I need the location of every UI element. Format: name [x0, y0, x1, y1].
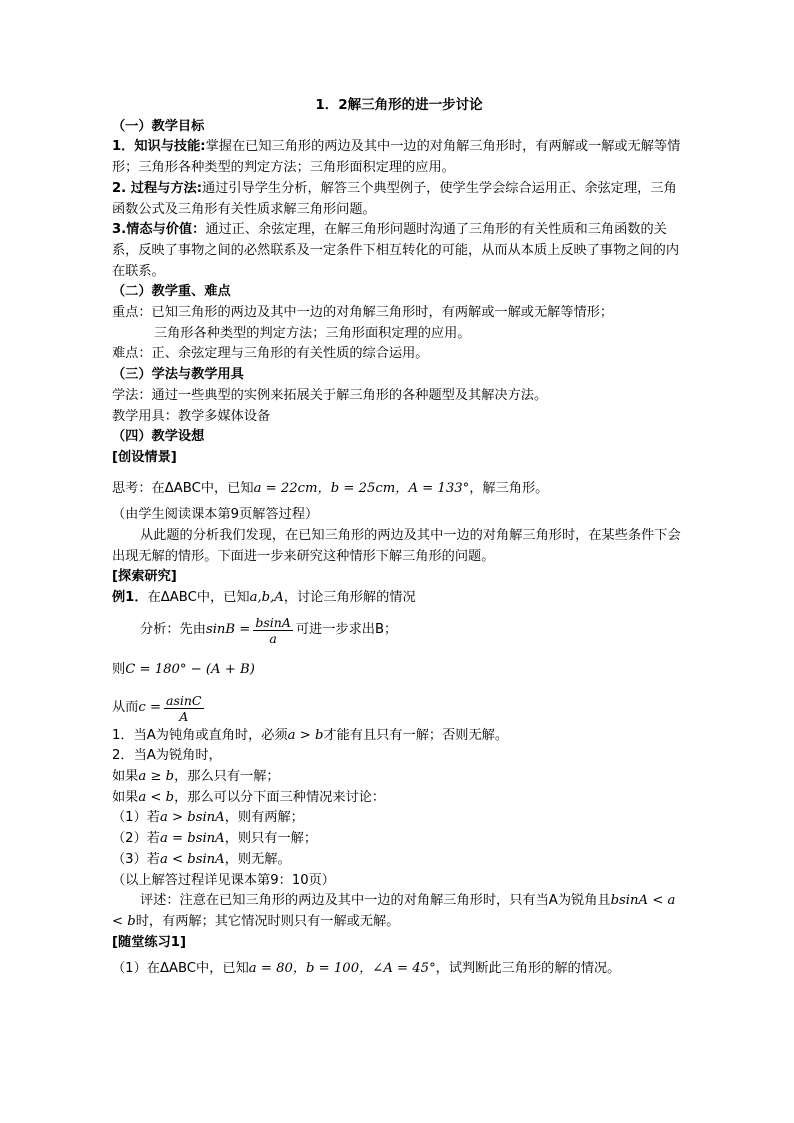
spacer — [112, 650, 686, 660]
analysis-paragraph: 从此题的分析我们发现，在已知三角形的两边及其中一边的对角解三角形时，在某些条件下会出现无解的情形。下面进一步来研究这种情形下解三角形的问题。 — [112, 528, 681, 564]
practice-question-1 — [112, 959, 686, 980]
goal-2-label: 2. 过程与方法: — [112, 180, 202, 196]
step-3-denominator: A — [179, 708, 189, 724]
case-2b-math: a < b — [138, 789, 175, 805]
analysis-step-3 — [112, 693, 686, 724]
step-3-numerator: asinC — [166, 692, 202, 708]
section-heading-design: （四）教学设想 — [112, 429, 205, 445]
sub-case-1-prefix: （1）若 — [112, 810, 160, 826]
step-3-fraction — [164, 693, 203, 724]
goal-3-text: 通过正、余弦定理，在解三角形问题时沟通了三角形的有关性质和三角函数的关系，反映了事物之间的必然联系及一定条件下相互转化的可能，从而从本质上反映了事物之间的内在联系。 — [112, 222, 680, 279]
sub-case-2 — [112, 829, 686, 850]
case-1-prefix: 1．当A为钝角或直角时，必须 — [112, 727, 288, 743]
comment-prefix: 评述：注意在已知三角形的两边及其中一边的对角解三角形时，只有当A为锐角且 — [140, 893, 611, 909]
step-1-fraction — [253, 615, 293, 646]
think-question — [112, 479, 686, 500]
step-1-prefix: 分析：先由 — [140, 622, 206, 638]
sub-case-2-suffix: ，则只有一解； — [224, 831, 318, 847]
sub-case-1 — [112, 808, 686, 829]
example-1-label: 例1． — [112, 590, 148, 606]
analysis-step-1 — [140, 615, 686, 646]
sub-case-3-math: a < bsinA — [159, 851, 225, 867]
example-1 — [112, 588, 686, 609]
detail-note: （以上解答过程详见课本第9：10页） — [112, 872, 335, 888]
sub-case-1-suffix: ，则有两解； — [224, 810, 304, 826]
spacer — [112, 469, 686, 479]
step-3-lhs: c = — [138, 699, 162, 715]
sub-case-2-prefix: （2）若 — [112, 831, 160, 847]
example-1-text: 在ΔABC中，已知 — [147, 590, 250, 606]
key-point-2: 三角形各种类型的判定方法；三角形面积定理的应用。 — [154, 325, 471, 341]
goal-3-label: 3.情态与价值： — [112, 222, 206, 238]
think-suffix: ，解三角形。 — [469, 480, 549, 496]
case-2a-math: a ≥ b — [138, 768, 175, 784]
case-1 — [112, 726, 686, 747]
page-title: 1．2解三角形的进一步讨论 — [315, 97, 483, 113]
sub-case-3-suffix: ，则无解。 — [224, 851, 291, 867]
analysis-step-2 — [112, 660, 686, 681]
sub-case-1-math: a > bsinA — [159, 810, 225, 826]
step-1-lhs: sinB = — [205, 622, 251, 638]
step-1-numerator: bsinA — [255, 614, 291, 630]
explore-heading: [探索研究] — [112, 569, 177, 585]
teaching-tools: 教学用具：教学多媒体设备 — [112, 408, 271, 424]
example-1-math: a,b,A — [249, 590, 284, 606]
key-point-1: 重点：已知三角形的两边及其中一边的对角解三角形时，有两解或一解或无解等情形； — [112, 305, 614, 321]
difficult-point: 难点：正、余弦定理与三角形的有关性质的综合运用。 — [112, 346, 429, 362]
comment — [112, 891, 686, 932]
practice-heading: [随堂练习1] — [112, 934, 186, 950]
section-heading-methods: （三）学法与教学用具 — [112, 367, 244, 383]
case-2b — [112, 788, 686, 809]
spacer — [112, 681, 686, 691]
step-2-prefix: 则 — [112, 661, 126, 677]
case-2a-prefix: 如果 — [112, 768, 139, 784]
comment-suffix: 时，有两解；其它情况时则只有一解或无解。 — [135, 913, 400, 929]
goal-3 — [112, 220, 686, 282]
step-2-math: C = 180° − (A + B) — [125, 661, 255, 677]
practice-1-suffix: ，试判断此三角形的解的情况。 — [435, 961, 621, 977]
think-math: a = 22cm，b = 25cm，A = 133° — [253, 480, 470, 496]
study-method: 学法：通过一些典型的实例来拓展关于解三角形的各种题型及其解决方法。 — [112, 387, 548, 403]
think-prefix: 思考：在ΔABC中，已知 — [112, 480, 254, 496]
case-2b-prefix: 如果 — [112, 789, 139, 805]
document-page — [112, 95, 686, 980]
section-heading-key-points: （二）教学重、难点 — [112, 284, 231, 300]
goal-1 — [112, 137, 686, 178]
scene-heading: [创设情景] — [112, 449, 177, 465]
step-1-suffix: 可进一步求出B； — [295, 622, 398, 638]
sub-case-3 — [112, 850, 686, 871]
section-heading-goals: （一）教学目标 — [112, 118, 205, 134]
example-1-suffix: ，讨论三角形解的情况 — [283, 590, 416, 606]
sub-case-2-math: a = bsinA — [159, 831, 225, 847]
goal-2 — [112, 179, 686, 220]
case-2: 2．当A为锐角时， — [112, 748, 222, 764]
case-1-suffix: 才能有且只有一解；否则无解。 — [323, 727, 509, 743]
reading-note: （由学生阅读课本第9页解答过程） — [112, 507, 319, 523]
goal-2-text: 通过引导学生分析，解答三个典型例子，使学生学会综合运用正、余弦定理，三角函数公式及三角形有关性质求解三角形问题。 — [112, 180, 677, 217]
goal-1-label: 1．知识与技能: — [112, 139, 206, 155]
case-2a-suffix: ，那么只有一解； — [174, 768, 280, 784]
case-2a — [112, 767, 686, 788]
sub-case-3-prefix: （3）若 — [112, 851, 160, 867]
practice-1-math: a = 80，b = 100，∠A = 45° — [248, 961, 436, 977]
case-2b-suffix: ，那么可以分下面三种情况来讨论： — [174, 789, 386, 805]
step-1-denominator: a — [269, 630, 277, 646]
practice-1-prefix: （1）在ΔABC中，已知 — [112, 961, 249, 977]
goal-1-text: 掌握在已知三角形的两边及其中一边的对角解三角形时，有两解或一解或无解等情形；三角形各种类型的判定方法；三角形面积定理的应用。 — [112, 139, 681, 176]
case-1-math: a > b — [287, 727, 324, 743]
comment-math: bsinA < a < b — [112, 893, 676, 929]
step-3-prefix: 从而 — [112, 699, 139, 715]
